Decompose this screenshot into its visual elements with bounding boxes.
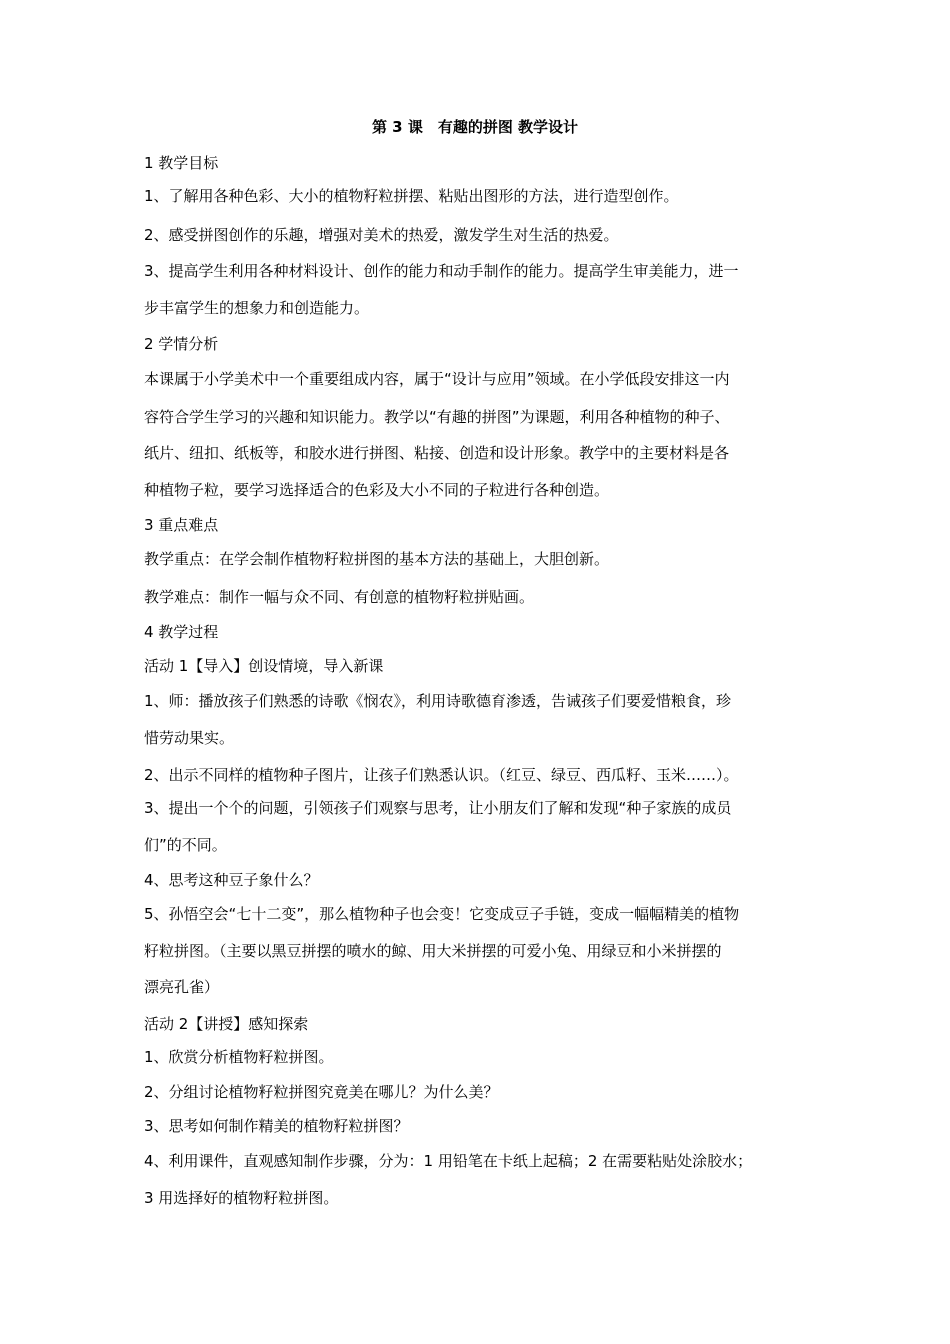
paragraph-line: 3、提出一个个的问题，引领孩子们观察与思考，让小朋友们了解和发现“种子家族的成员 <box>144 799 732 817</box>
paragraph-line: 3 用选择好的植物籽粒拼图。 <box>144 1189 339 1207</box>
paragraph-line: 籽粒拼图。（主要以黑豆拼摆的喷水的鲸、用大米拼摆的可爱小兔、用绿豆和小米拼摆的 <box>144 942 722 960</box>
section-heading-objectives: 1 教学目标 <box>144 154 219 172</box>
paragraph-line: 步丰富学生的想象力和创造能力。 <box>144 299 370 317</box>
paragraph-line: 4、思考这种豆子象什么？ <box>144 871 319 889</box>
section-heading-key-points: 3 重点难点 <box>144 516 219 534</box>
activity-heading: 活动 1【导入】创设情境，导入新课 <box>144 657 384 675</box>
paragraph-line: 2、出示不同样的植物种子图片，让孩子们熟悉认识。（红豆、绿豆、西瓜籽、玉米……）。 <box>144 766 739 784</box>
paragraph-line: 2、感受拼图创作的乐趣，增强对美术的热爱，激发学生对生活的热爱。 <box>144 226 619 244</box>
paragraph-line: 本课属于小学美术中一个重要组成内容，属于“设计与应用”领域。在小学低段安排这一内 <box>144 370 730 388</box>
section-heading-process: 4 教学过程 <box>144 623 219 641</box>
paragraph-line: 2、分组讨论植物籽粒拼图究竟美在哪儿？为什么美？ <box>144 1083 499 1101</box>
paragraph-line: 纸片、纽扣、纸板等，和胶水进行拼图、粘接、创造和设计形象。教学中的主要材料是各 <box>144 444 730 462</box>
paragraph-line: 3、思考如何制作精美的植物籽粒拼图？ <box>144 1117 409 1135</box>
paragraph-line: 5、孙悟空会“七十二变”，那么植物种子也会变！它变成豆子手链，变成一幅幅精美的植物 <box>144 905 740 923</box>
paragraph-line: 4、利用课件，直观感知制作步骤，分为：1 用铅笔在卡纸上起稿；2 在需要粘贴处涂胶水； <box>144 1152 753 1170</box>
paragraph-line: 1、师：播放孩子们熟悉的诗歌《悯农》，利用诗歌德育渗透，告诫孩子们要爱惜粮食，珍 <box>144 692 732 710</box>
paragraph-line: 漂亮孔雀） <box>144 978 220 996</box>
activity-heading: 活动 2【讲授】感知探索 <box>144 1015 309 1033</box>
document-title: 第 3 课 有趣的拼图 教学设计 <box>371 118 579 136</box>
paragraph-line: 惜劳动果实。 <box>144 729 235 747</box>
paragraph-line: 1、欣赏分析植物籽粒拼图。 <box>144 1048 334 1066</box>
paragraph-line: 教学难点：制作一幅与众不同、有创意的植物籽粒拼贴画。 <box>144 588 535 606</box>
paragraph-line: 3、提高学生利用各种材料设计、创作的能力和动手制作的能力。提高学生审美能力，进一 <box>144 262 739 280</box>
paragraph-line: 们”的不同。 <box>144 836 227 854</box>
paragraph-line: 1、了解用各种色彩、大小的植物籽粒拼摆、粘贴出图形的方法，进行造型创作。 <box>144 187 679 205</box>
paragraph-line: 教学重点：在学会制作植物籽粒拼图的基本方法的基础上，大胆创新。 <box>144 550 610 568</box>
paragraph-line: 容符合学生学习的兴趣和知识能力。教学以“有趣的拼图”为课题，利用各种植物的种子、 <box>144 408 730 426</box>
paragraph-line: 种植物子粒，要学习选择适合的色彩及大小不同的子粒进行各种创造。 <box>144 481 610 499</box>
section-heading-analysis: 2 学情分析 <box>144 335 219 353</box>
